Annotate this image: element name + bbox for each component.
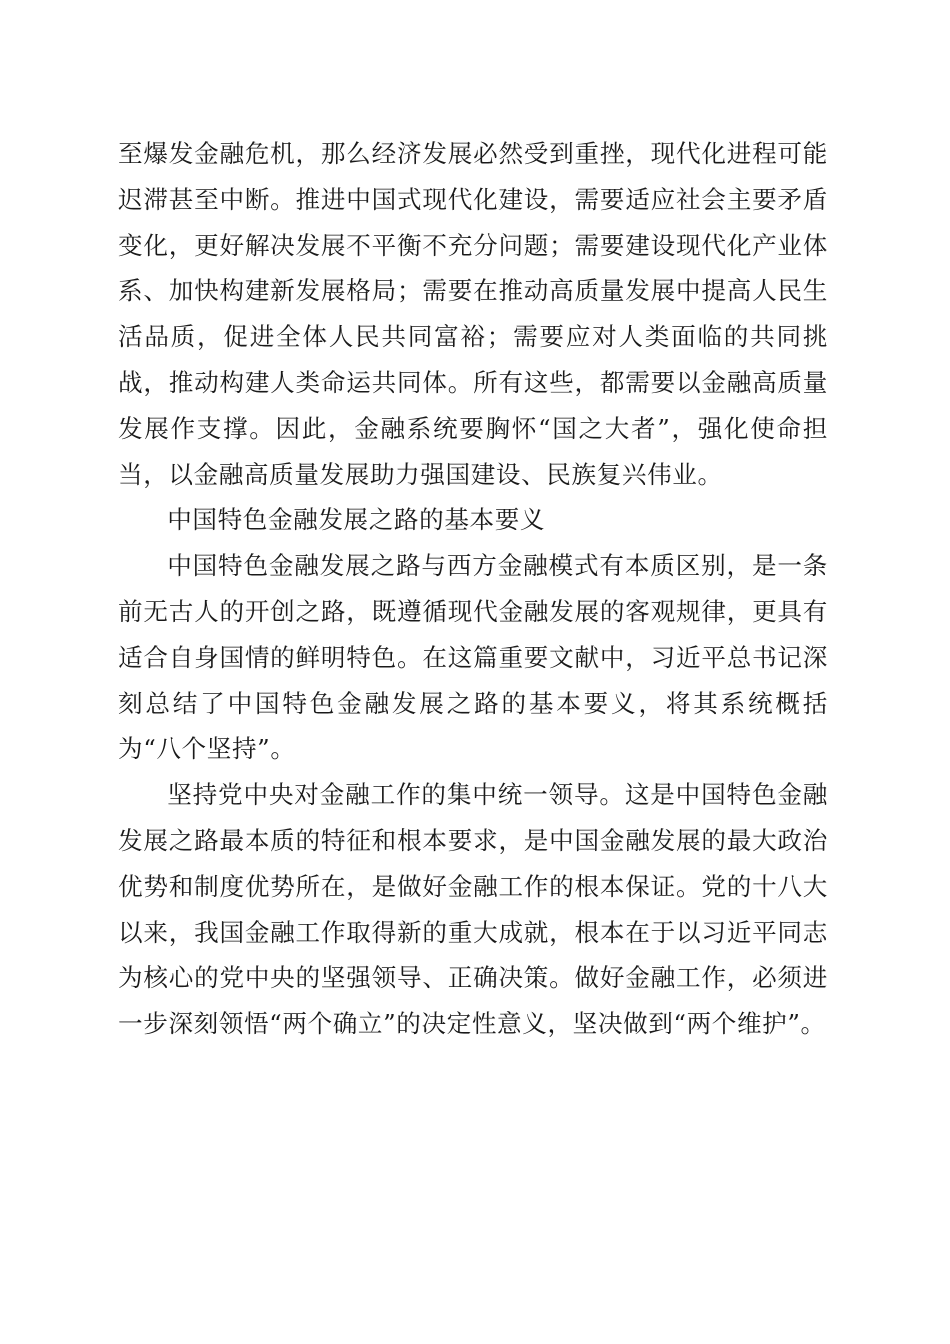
paragraph-first-principle: 坚持党中央对金融工作的集中统一领导。这是中国特色金融发展之路最本质的特征和根本要求，是中国金融发展的最大政治优势和制度优势所在，是做好金融工作的根本保证。党的十八大以来，我国金融工作取得新的重大成就，根本在于以习近平同志为核心的党中央的坚强领导、正确决策。做好金融工作，必须进一步深刻领悟“两个确立”的决定性意义，坚决做到“两个维护”。 (118, 780, 828, 1039)
document-body (118, 131, 828, 1047)
paragraph-intro: 中国特色金融发展之路与西方金融模式有本质区别，是一条前无古人的开创之路，既遵循现代金融发展的客观规律，更具有适合自身国情的鲜明特色。在这篇重要文献中，习近平总书记深刻总结了中国特色金融发展之路的基本要义，将其系统概括为“八个坚持”。 (118, 551, 828, 764)
paragraph-continuation: 至爆发金融危机，那么经济发展必然受到重挫，现代化进程可能迟滞甚至中断。推进中国式现代化建设，需要适应社会主要矛盾变化，更好解决发展不平衡不充分问题；需要建设现代化产业体系、加快构建新发展格局；需要在推动高质量发展中提高人民生活品质，促进全体人民共同富裕；需要应对人类面临的共同挑战，推动构建人类命运共同体。所有这些，都需要以金融高质量发展作支撑。因此，金融系统要胸怀“国之大者”，强化使命担当，以金融高质量发展助力强国建设、民族复兴伟业。 (118, 139, 828, 489)
section-heading: 中国特色金融发展之路的基本要义 (167, 505, 546, 535)
